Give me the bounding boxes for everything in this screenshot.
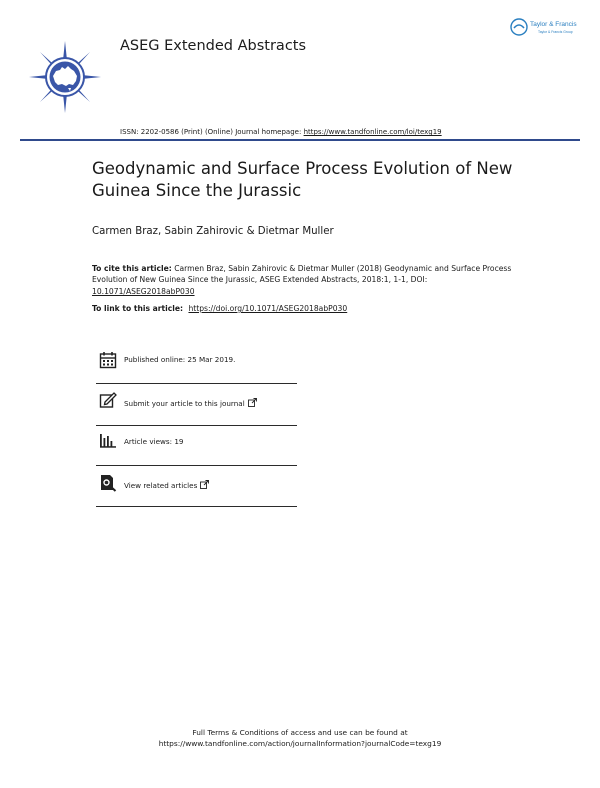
article-link-url[interactable]: https://doi.org/10.1071/ASEG2018abP030 [188, 304, 348, 313]
submit-article-label: Submit your article to this journal [124, 399, 245, 408]
journal-homepage-link[interactable]: https://www.tandfonline.com/loi/texg19 [303, 128, 442, 136]
edit-icon [99, 391, 117, 409]
publisher-logo-subtext: Taylor & Francis Group [538, 30, 573, 34]
article-link-block [92, 304, 347, 313]
citation-text: Carmen Braz, Sabin Zahirovic & Dietmar Muller (2018) Geodynamic and Surface Process Evolution of New Guinea Since the Jurassic, ASEG Extended Abstracts, 2018:1, 1-1, DOI: [92, 264, 512, 285]
published-online-text: Published online: 25 Mar 2019. [124, 355, 236, 364]
external-link-icon [248, 398, 257, 409]
citation-block [92, 263, 512, 297]
journal-title: ASEG Extended Abstracts [120, 38, 307, 54]
submit-article-link[interactable] [124, 398, 257, 409]
footer-line-1: Full Terms & Conditions of access and use can be found at [192, 728, 408, 737]
article-link-label: To link to this article: [92, 304, 184, 313]
publisher-logo[interactable] [510, 16, 582, 38]
citation-doi-link[interactable]: 10.1071/ASEG2018abP030 [92, 286, 195, 296]
footer-terms-link[interactable]: https://www.tandfonline.com/action/journalInformation?journalCode=texg19 [158, 738, 442, 748]
footer-terms [0, 728, 600, 749]
header-divider [20, 139, 580, 141]
info-divider [96, 465, 297, 466]
issn-line [120, 128, 442, 136]
info-divider [96, 383, 297, 384]
citation-label: To cite this article: [92, 264, 172, 273]
related-articles-label: View related articles [124, 481, 198, 490]
article-authors: Carmen Braz, Sabin Zahirovic & Dietmar Muller [92, 226, 334, 237]
society-logo [28, 40, 102, 114]
related-articles-row[interactable] [96, 473, 296, 515]
article-views-text: Article views: 19 [124, 437, 184, 446]
bar-chart-icon [99, 432, 117, 450]
related-articles-link[interactable] [124, 480, 209, 491]
external-link-icon [200, 480, 209, 491]
calendar-icon [99, 351, 117, 369]
info-divider [96, 506, 297, 507]
issn-text: ISSN: 2202-0586 (Print) (Online) Journal homepage: [120, 128, 302, 136]
article-title: Geodynamic and Surface Process Evolution of New Guinea Since the Jurassic [92, 159, 513, 200]
search-document-icon [99, 474, 117, 492]
publisher-logo-text: Taylor & Francis [530, 21, 577, 28]
info-divider [96, 425, 297, 426]
article-views-row [96, 431, 296, 473]
